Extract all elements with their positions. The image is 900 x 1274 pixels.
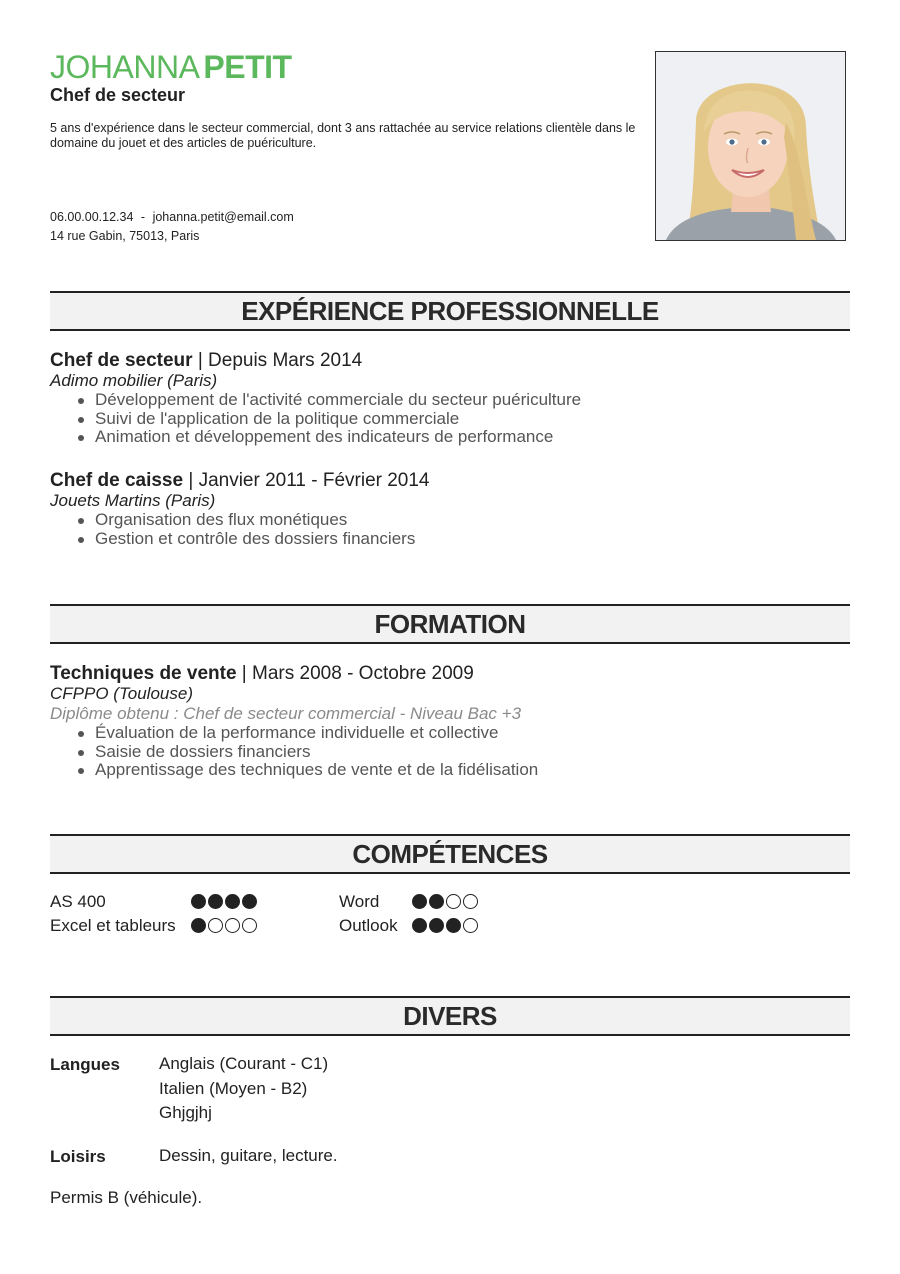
contact-separator: - <box>140 210 146 224</box>
entry-bullets <box>50 511 850 548</box>
rating-dot-filled <box>225 894 240 909</box>
portrait-illustration <box>656 52 845 240</box>
contact-line <box>50 210 294 224</box>
list-item: Évaluation de la performance individuelle et collective <box>95 724 850 743</box>
rating-dot-filled <box>429 918 444 933</box>
entry-diploma: Diplôme obtenu : Chef de secteur commercial - Niveau Bac +3 <box>50 704 522 723</box>
skill-label: Outlook <box>339 916 398 935</box>
list-item: Suivi de l'application de la politique commerciale <box>95 410 850 429</box>
list-item: Apprentissage des techniques de vente et de la fidélisation <box>95 761 850 780</box>
skill-rating <box>191 894 257 910</box>
list-item: Développement de l'activité commerciale du secteur puériculture <box>95 391 850 410</box>
skill-label: Word <box>339 892 380 911</box>
rating-dot-filled <box>446 918 461 933</box>
rating-dot-empty <box>242 918 257 933</box>
entry-organization: CFPPO (Toulouse) <box>50 684 193 703</box>
entry-title: Chef de secteur | Depuis Mars 2014 <box>50 350 363 371</box>
rating-dot-empty <box>463 894 478 909</box>
skill-label: Excel et tableurs <box>50 916 176 935</box>
profile-photo <box>655 51 846 241</box>
entry-title: Techniques de vente | Mars 2008 - Octobre 2009 <box>50 663 474 684</box>
list-item: Saisie de dossiers financiers <box>95 743 850 762</box>
driving-licence: Permis B (véhicule). <box>50 1188 203 1207</box>
first-name: JOHANNA <box>50 49 200 85</box>
hobbies-label: Loisirs <box>50 1147 106 1166</box>
rating-dot-filled <box>191 918 206 933</box>
rating-dot-empty <box>463 918 478 933</box>
experience-entry-2 <box>50 471 850 548</box>
entry-organization: Adimo mobilier (Paris) <box>50 371 218 390</box>
section-competences-header: COMPÉTENCES <box>50 834 850 874</box>
skill-rating <box>412 918 478 934</box>
rating-dot-empty <box>446 894 461 909</box>
list-item: Animation et développement des indicateurs de performance <box>95 428 850 447</box>
section-experience-header: EXPÉRIENCE PROFESSIONNELLE <box>50 291 850 331</box>
languages-label: Langues <box>50 1055 120 1074</box>
entry-organization: Jouets Martins (Paris) <box>50 491 216 510</box>
list-item: Gestion et contrôle des dossiers financiers <box>95 530 850 549</box>
rating-dot-filled <box>208 894 223 909</box>
email-address[interactable]: johanna.petit@email.com <box>152 210 294 224</box>
language-item: Ghjgjhj <box>159 1103 212 1122</box>
rating-dot-filled <box>242 894 257 909</box>
rating-dot-empty <box>208 918 223 933</box>
last-name: PETIT <box>203 49 292 85</box>
postal-address: 14 rue Gabin, 75013, Paris <box>50 229 200 243</box>
formation-entry-1 <box>50 664 850 780</box>
skill-rating <box>412 894 478 910</box>
rating-dot-filled <box>191 894 206 909</box>
rating-dot-filled <box>412 894 427 909</box>
phone-number: 06.00.00.12.34 <box>50 210 134 224</box>
skill-rating <box>191 918 257 934</box>
entry-bullets <box>50 391 850 447</box>
job-title: Chef de secteur <box>50 85 186 105</box>
language-item: Anglais (Courant - C1) <box>159 1054 329 1073</box>
entry-title: Chef de caisse | Janvier 2011 - Février 2014 <box>50 470 430 491</box>
language-item: Italien (Moyen - B2) <box>159 1078 308 1098</box>
section-divers-header: DIVERS <box>50 996 850 1036</box>
section-formation-header: FORMATION <box>50 604 850 644</box>
rating-dot-filled <box>412 918 427 933</box>
skill-label: AS 400 <box>50 892 106 911</box>
candidate-name <box>50 50 292 84</box>
rating-dot-filled <box>429 894 444 909</box>
experience-entry-1 <box>50 351 850 447</box>
profile-summary: 5 ans d'expérience dans le secteur commercial, dont 3 ans rattachée au service relations clientèle dans le domaine du jouet et des articles de puériculture. <box>50 121 636 150</box>
hobbies-value: Dessin, guitare, lecture. <box>159 1146 338 1165</box>
entry-bullets <box>50 724 850 780</box>
rating-dot-empty <box>225 918 240 933</box>
list-item: Organisation des flux monétiques <box>95 511 850 530</box>
